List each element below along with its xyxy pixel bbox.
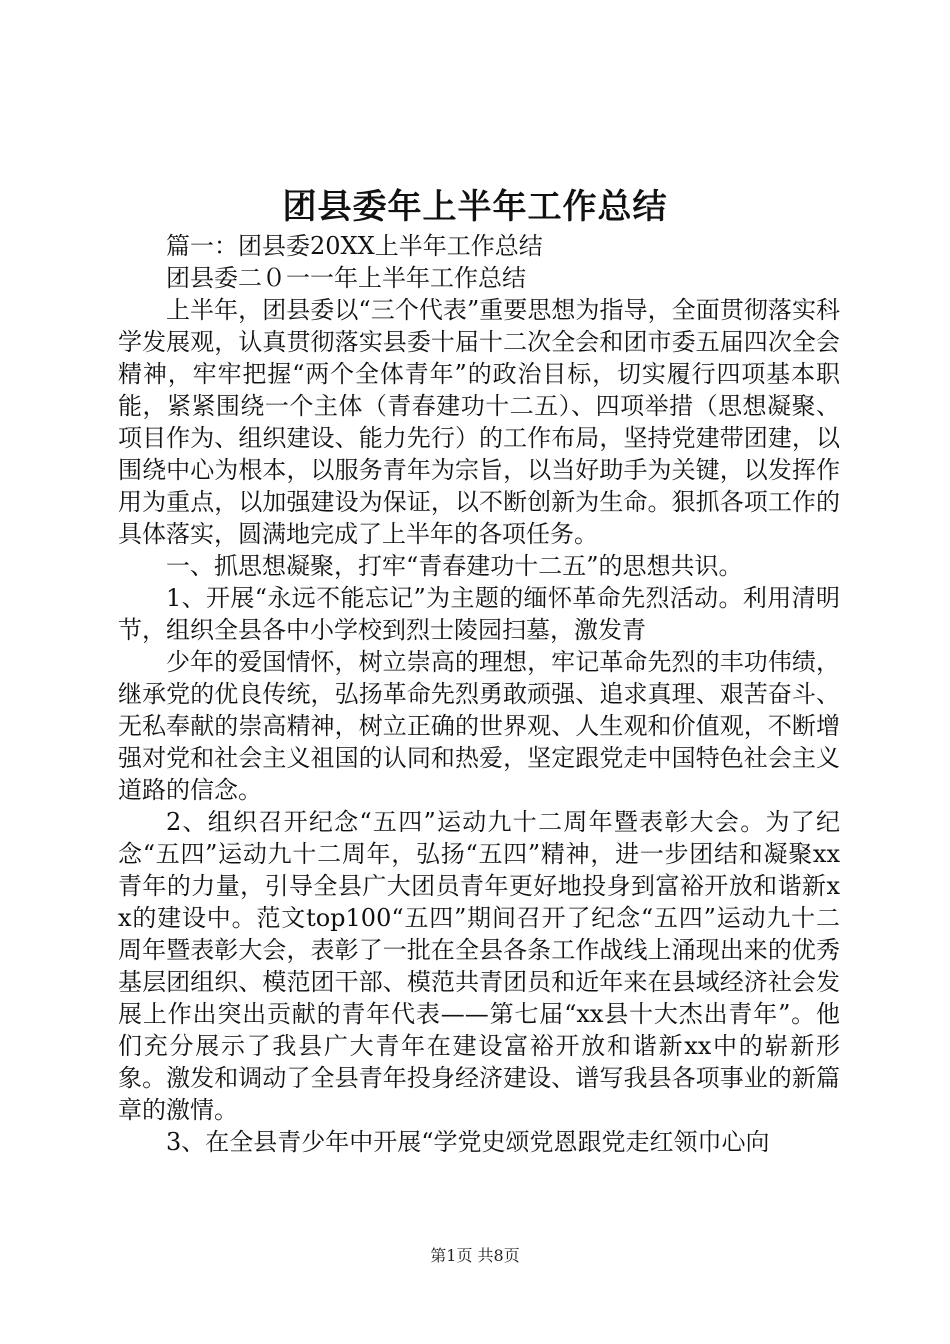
paragraph-item-2: 2、组织召开纪念“五四”运动九十二周年暨表彰大会。为了纪念“五四”运动九十二周年，弘扬“五四”精神，进一步团结和凝聚xx青年的力量，引导全县广大团员青年更好地投身到富裕开放和谐新xx的建设中。范文top100“五四”期间召开了纪念“五四”运动九十二周年暨表彰大会，表彰了一批在全县各条工作战线上涌现出来的优秀基层团组织、模范团干部、模范共青团员和近年来在县域经济社会发展上作出突出贡献的青年代表——第七届“xx县十大杰出青年”。他们充分展示了我县广大青年在建设富裕开放和谐新xx中的崭新形象。激发和调动了全县青年投身经济建设、谱写我县各项事业的新篇章的激情。: [118, 808, 840, 1124]
page-footer: 第1页 共8页: [430, 1246, 520, 1265]
paragraph-item-1: 1、开展“永远不能忘记”为主题的缅怀革命先烈活动。利用清明节，组织全县各中小学校到烈士陵园扫墓，激发青: [118, 584, 840, 644]
paragraph-intro: 上半年，团县委以“三个代表”重要思想为指导，全面贯彻落实科学发展观，认真贯彻落实县委十届十二次全会和团市委五届四次全会精神，牢牢把握“两个全体青年”的政治目标，切实履行四项基本职能，紧紧围绕一个主体（青春建功十二五）、四项举措（思想凝聚、项目作为、组织建设、能力先行）的工作布局，坚持党建带团建，以围绕中心为根本，以服务青年为宗旨，以当好助手为关键，以发挥作用为重点，以加强建设为保证，以不断创新为生命。狠抓各项工作的具体落实，圆满地完成了上半年的各项任务。: [118, 296, 840, 548]
paragraph-section-heading: 篇一：团县委20XX上半年工作总结: [166, 232, 543, 260]
paragraph-subtitle: 团县委二０一一年上半年工作总结: [166, 264, 526, 292]
document-body: [118, 230, 840, 1158]
paragraph-item-3: 3、在全县青少年中开展“学党史颂党恩跟党走红领巾心向: [166, 1128, 770, 1156]
document-title: 团县委年上半年工作总结: [282, 187, 668, 227]
paragraph-point-one: 一、抓思想凝聚，打牢“青春建功十二五”的思想共识。: [166, 552, 743, 580]
paragraph-item-1-continued: 少年的爱国情怀，树立崇高的理想，牢记革命先烈的丰功伟绩，继承党的优良传统，弘扬革命先烈勇敢顽强、追求真理、艰苦奋斗、无私奉献的崇高精神，树立正确的世界观、人生观和价值观，不断增强对党和社会主义祖国的认同和热爱，坚定跟党走中国特色社会主义道路的信念。: [118, 648, 840, 804]
